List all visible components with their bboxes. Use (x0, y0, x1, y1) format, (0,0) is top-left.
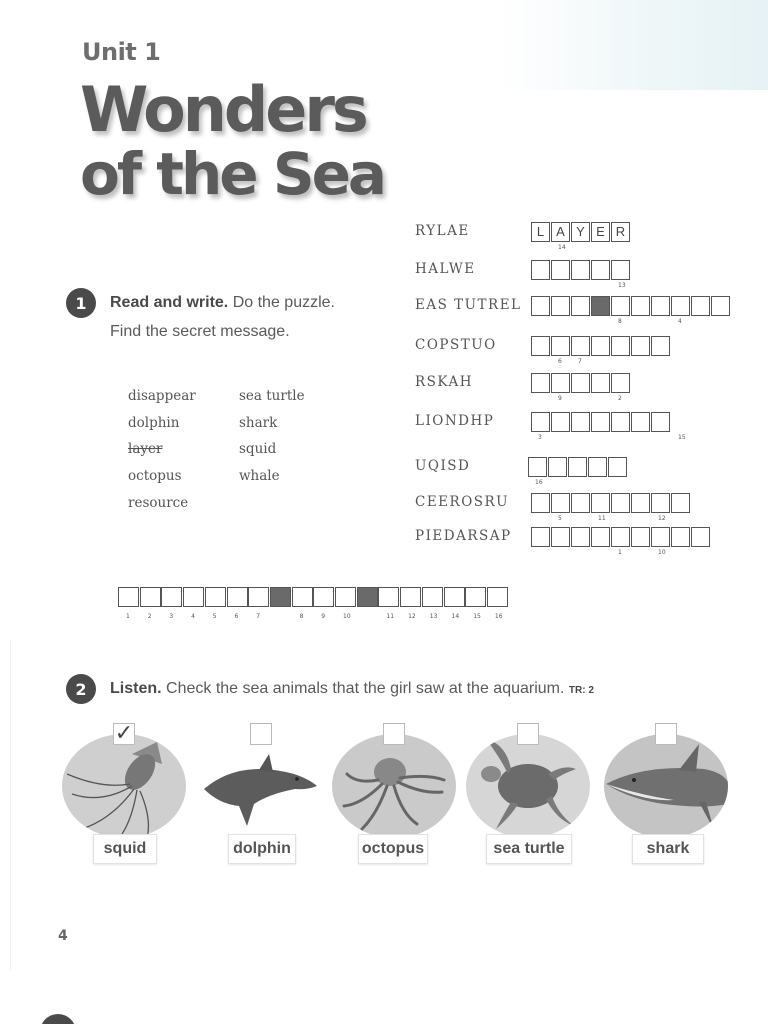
letter-box[interactable] (591, 260, 610, 280)
scrambled-word: EAS TUTREL (415, 297, 522, 313)
checkbox-dolphin[interactable] (250, 723, 272, 745)
letter-index-number: 7 (578, 358, 582, 365)
letter-box[interactable] (588, 457, 607, 477)
word-bank-item: squid (239, 441, 277, 458)
secret-index-number: 13 (429, 613, 438, 620)
letter-box[interactable] (711, 296, 730, 316)
secret-letter-box[interactable] (140, 587, 161, 607)
letter-box[interactable] (611, 527, 630, 547)
letter-box[interactable]: E (591, 222, 610, 242)
letter-box[interactable] (631, 296, 650, 316)
secret-index-number: 8 (299, 613, 304, 620)
secret-index-number: 10 (343, 613, 351, 620)
dolphin-photo (199, 734, 323, 838)
letter-index-number: 1 (618, 549, 622, 556)
next-exercise-circle (40, 1014, 76, 1024)
secret-index-number: 11 (386, 613, 395, 620)
letter-index-number: 16 (535, 479, 543, 486)
secret-letter-box[interactable] (292, 587, 313, 607)
letter-box[interactable] (531, 493, 550, 513)
word-bank-item: shark (239, 414, 278, 431)
secret-index-number: 6 (234, 613, 239, 620)
word-bank-item: disappear (128, 388, 196, 404)
letter-box[interactable] (571, 260, 590, 280)
letter-box[interactable]: L (531, 222, 550, 242)
word-space-box (357, 587, 378, 607)
scrambled-word: HALWE (415, 261, 476, 277)
letter-box[interactable] (651, 493, 670, 513)
letter-box[interactable] (591, 296, 610, 316)
page-edge-tint (500, 0, 768, 90)
shark-photo (604, 734, 728, 838)
letter-box[interactable] (551, 336, 570, 356)
squid-photo (62, 734, 186, 838)
answer-boxes[interactable] (528, 457, 625, 486)
letter-box[interactable] (551, 527, 570, 547)
scrambled-word: RYLAE (415, 223, 470, 239)
letter-box[interactable]: R (611, 222, 630, 242)
secret-letter-box[interactable] (444, 587, 465, 607)
answer-boxes[interactable] (531, 493, 685, 522)
letter-index-number: 14 (558, 244, 566, 251)
secret-message-grid (118, 587, 510, 620)
letter-box[interactable] (691, 527, 710, 547)
letter-index-number: 13 (618, 282, 626, 289)
letter-box[interactable] (531, 336, 550, 356)
letter-box[interactable] (671, 527, 690, 547)
secret-index-number: 2 (147, 613, 152, 620)
page-number: 4 (58, 928, 68, 944)
secret-letter-box[interactable] (118, 587, 139, 607)
exercise-1-instruction (110, 294, 335, 312)
unit-label: Unit 1 (82, 38, 161, 66)
letter-index-number: 5 (558, 515, 562, 522)
letter-box[interactable] (651, 336, 670, 356)
letter-index-number: 8 (618, 318, 622, 325)
answer-boxes[interactable] (531, 527, 704, 556)
letter-box[interactable] (531, 373, 550, 393)
letter-box[interactable] (571, 527, 590, 547)
word-space-box (270, 587, 291, 607)
answer-boxes[interactable] (531, 412, 686, 441)
exercise-1-number: 1 (66, 288, 96, 318)
letter-box[interactable] (591, 527, 610, 547)
letter-index-number: 11 (598, 515, 606, 522)
letter-box[interactable] (551, 260, 570, 280)
letter-box[interactable] (611, 373, 630, 393)
secret-letter-box[interactable] (335, 587, 356, 607)
letter-box[interactable] (531, 527, 550, 547)
animal-label: octopus (358, 834, 428, 864)
secret-letter-box[interactable] (248, 587, 269, 607)
letter-index-number: 15 (678, 434, 686, 441)
letter-box[interactable] (528, 457, 547, 477)
letter-box[interactable] (631, 412, 650, 432)
exercise-2-instruction-rest: Check the sea animals that the girl saw at the aquarium. (166, 680, 565, 697)
secret-letter-box[interactable] (205, 587, 226, 607)
letter-box[interactable] (671, 493, 690, 513)
letter-box[interactable] (691, 296, 710, 316)
letter-box[interactable] (631, 336, 650, 356)
letter-box[interactable] (611, 493, 630, 513)
word-bank-item: sea turtle (239, 388, 305, 404)
letter-box[interactable] (651, 296, 670, 316)
letter-box[interactable] (548, 457, 567, 477)
secret-index-number: 9 (321, 613, 326, 620)
page-title (80, 73, 385, 208)
answer-boxes[interactable] (531, 373, 628, 402)
letter-index-number: 2 (618, 395, 622, 402)
secret-letter-box[interactable] (227, 587, 248, 607)
letter-box[interactable] (611, 296, 630, 316)
secret-letter-box[interactable] (465, 587, 486, 607)
letter-box[interactable]: Y (571, 222, 590, 242)
letter-box[interactable] (611, 412, 630, 432)
exercise-2-instruction-bold: Listen. (110, 680, 162, 697)
letter-box[interactable] (671, 296, 690, 316)
scrambled-word: PIEDARSAP (415, 528, 512, 544)
word-bank-col-2 (239, 386, 305, 493)
secret-index-number: 14 (451, 613, 460, 620)
page-rule (10, 640, 11, 970)
exercise-1-instruction-bold: Read and write. (110, 294, 229, 311)
word-bank-item: octopus (128, 468, 182, 485)
sea-turtle-photo (466, 734, 590, 838)
letter-box[interactable] (611, 260, 630, 280)
secret-index-number: 4 (191, 613, 195, 620)
letter-index-number: 12 (658, 515, 666, 522)
exercise-2-number: 2 (66, 674, 96, 704)
word-bank-col-1 (128, 386, 196, 519)
letter-box[interactable] (591, 412, 610, 432)
letter-box[interactable] (551, 296, 570, 316)
scrambled-word: COPSTUO (415, 337, 497, 353)
letter-box[interactable] (571, 373, 590, 393)
checkbox-octopus[interactable] (383, 723, 405, 745)
letter-box[interactable] (651, 527, 670, 547)
title-line-1: Wonders (80, 73, 366, 146)
letter-box[interactable] (531, 412, 550, 432)
letter-index-number: 9 (558, 395, 562, 402)
letter-box[interactable] (571, 296, 590, 316)
exercise-2-instruction (110, 680, 594, 698)
octopus-photo (332, 734, 456, 838)
letter-box[interactable] (568, 457, 587, 477)
letter-index-number: 4 (678, 318, 682, 325)
letter-box[interactable] (591, 493, 610, 513)
animal-label: sea turtle (486, 834, 572, 864)
secret-index-number: 7 (256, 613, 261, 620)
letter-box[interactable]: A (551, 222, 570, 242)
word-bank-item: layer (128, 441, 163, 458)
letter-box[interactable] (571, 493, 590, 513)
letter-box[interactable] (608, 457, 627, 477)
secret-index-number: 5 (212, 613, 217, 620)
scrambled-word: RSKAH (415, 374, 473, 390)
secret-index-number: 16 (494, 613, 503, 620)
secret-letter-box[interactable] (422, 587, 443, 607)
checkbox-squid[interactable]: ✓ (114, 721, 134, 746)
secret-letter-box[interactable] (161, 587, 182, 607)
secret-letter-box[interactable] (183, 587, 204, 607)
checkbox-sea-turtle[interactable] (517, 723, 539, 745)
word-bank-item: whale (239, 468, 280, 485)
answer-boxes[interactable] (531, 296, 723, 325)
animal-label: squid (93, 834, 157, 864)
secret-index-number: 3 (169, 613, 174, 620)
answer-boxes[interactable] (531, 222, 628, 251)
exercise-1-instruction-rest: Do the puzzle. (232, 294, 335, 311)
letter-box[interactable] (651, 412, 670, 432)
secret-letter-box[interactable] (378, 587, 399, 607)
letter-box[interactable] (531, 260, 550, 280)
answer-boxes[interactable] (531, 260, 628, 289)
scrambled-word: LIONDHP (415, 413, 495, 429)
letter-index-number: 10 (658, 549, 666, 556)
track-number: TR: 2 (568, 685, 594, 696)
exercise-1-instruction-line-2: Find the secret message. (110, 323, 290, 340)
letter-box[interactable] (591, 373, 610, 393)
letter-box[interactable] (551, 373, 570, 393)
secret-letter-box[interactable] (313, 587, 334, 607)
secret-index-number: 1 (126, 613, 130, 620)
letter-index-number: 6 (558, 358, 562, 365)
letter-box[interactable] (551, 493, 570, 513)
letter-box[interactable] (571, 412, 590, 432)
animal-label: shark (632, 834, 704, 864)
letter-box[interactable] (611, 336, 630, 356)
letter-box[interactable] (551, 412, 570, 432)
answer-boxes[interactable] (531, 336, 666, 365)
title-line-2: of the Sea (80, 140, 385, 208)
secret-index-number: 15 (473, 613, 481, 620)
secret-letter-box[interactable] (400, 587, 421, 607)
letter-box[interactable] (631, 493, 650, 513)
letter-box[interactable] (531, 296, 550, 316)
letter-index-number: 3 (538, 434, 542, 441)
letter-box[interactable] (631, 527, 650, 547)
scrambled-word: UQISD (415, 458, 471, 474)
letter-box[interactable] (571, 336, 590, 356)
checkbox-shark[interactable] (655, 723, 677, 745)
scrambled-word: CEEROSRU (415, 494, 510, 510)
animal-label: dolphin (228, 834, 296, 864)
word-bank-item: dolphin (128, 414, 180, 431)
word-bank-item: resource (128, 494, 189, 511)
secret-index-number: 12 (408, 613, 416, 620)
letter-box[interactable] (591, 336, 610, 356)
secret-letter-box[interactable] (487, 587, 508, 607)
